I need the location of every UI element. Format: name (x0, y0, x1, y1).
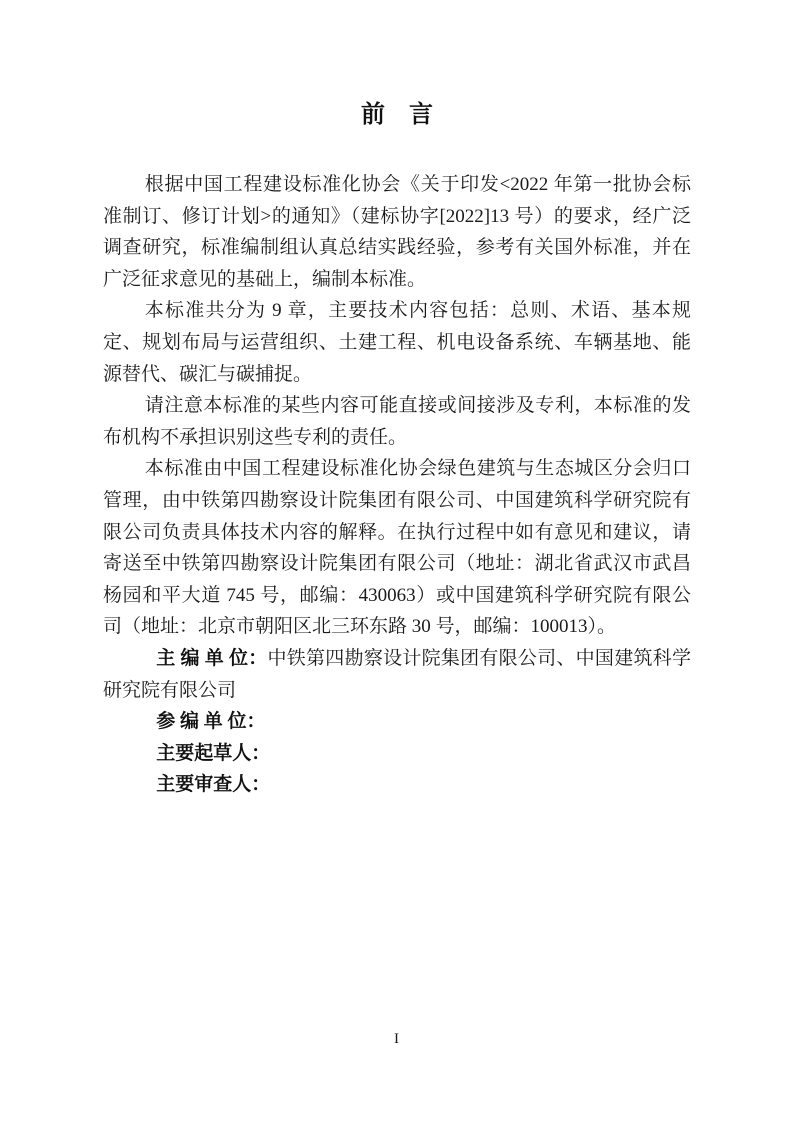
chief-editing-unit-label: 主 编 单 位： (156, 647, 268, 669)
page-content (103, 0, 691, 801)
credit-line-chief-editing-unit (103, 643, 691, 706)
credit-line-main-drafters (103, 738, 691, 770)
credit-line-participating-unit (103, 706, 691, 738)
preface-paragraph-management: 本标准由中国工程建设标准化协会绿色建筑与生态城区分会归口管理，由中铁第四勘察设计院集团有限公司、中国建筑科学研究院有限公司负责具体技术内容的解释。在执行过程中如有意见和建议，请寄送至中铁第四勘察设计院集团有限公司（地址：湖北省武汉市武昌杨园和平大道 745 号，邮编：430063）或中国建筑科学研究院有限公司（地址：北京市朝阳区北三环东路 30 号，邮编：100013）。 (103, 458, 691, 638)
main-drafters-label: 主要起草人： (156, 742, 271, 764)
preface-paragraph-basis: 根据中国工程建设标准化协会《关于印发<2022 年第一批协会标准制订、修订计划>的通知》（建标协字[2022]13 号）的要求，经广泛调查研究，标准编制组认真总结实践经验，参考有关国外标准，并在广泛征求意见的基础上，编制本标准。 (103, 174, 691, 290)
credit-line-main-reviewers (103, 769, 691, 801)
page-title: 前 言 (361, 102, 433, 128)
preface-paragraph-contents: 本标准共分为 9 章，主要技术内容包括：总则、术语、基本规定、规划布局与运营组织、土建工程、机电设备系统、车辆基地、能源替代、碳汇与碳捕捉。 (103, 300, 691, 385)
participating-unit-label: 参 编 单 位： (156, 711, 266, 733)
preface-paragraph-patent-notice: 请注意本标准的某些内容可能直接或间接涉及专利，本标准的发布机构不承担识别这些专利的责任。 (103, 395, 691, 448)
main-reviewers-label: 主要审查人： (156, 774, 271, 796)
page-number: I (394, 1031, 399, 1047)
chief-editing-unit-value: 中铁第四勘察设计院集团有限公司、中国建筑科学研究院有限公司 (103, 647, 691, 701)
